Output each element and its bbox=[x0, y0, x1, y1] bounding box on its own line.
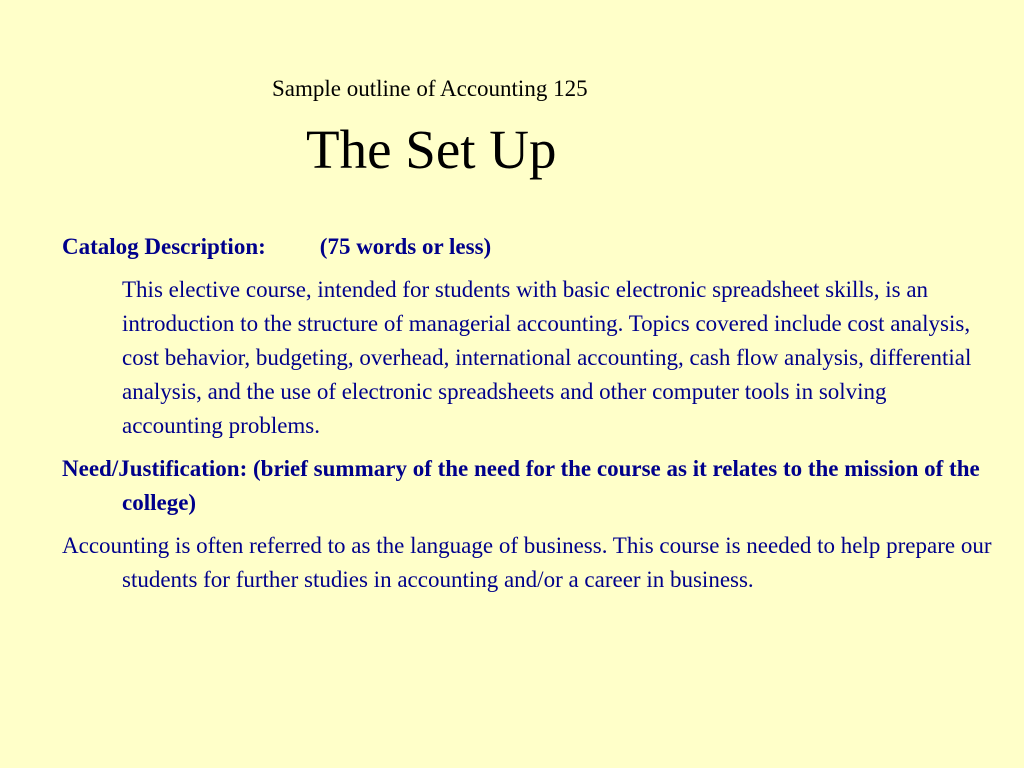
slide-body bbox=[62, 230, 992, 597]
need-justification-text: Accounting is often referred to as the language of business. This course is needed to help prepare our students for further studies in accounting and/or a career in business. bbox=[62, 533, 992, 592]
slide-subtitle: Sample outline of Accounting 125 bbox=[272, 76, 588, 101]
catalog-description-note: (75 words or less) bbox=[319, 234, 492, 259]
catalog-description-heading bbox=[62, 230, 992, 264]
slide-title: The Set Up bbox=[306, 119, 557, 180]
need-justification-heading: Need/Justification: (brief summary of the need for the course as it relates to the mission of the college) bbox=[62, 456, 980, 515]
catalog-description-label: Catalog Description: bbox=[62, 234, 266, 259]
catalog-description-text: This elective course, intended for students with basic electronic spreadsheet skills, is an introduction to the structure of managerial accounting. Topics covered include cost analysis, cost behavior, budgeting, overhead, international accounting, cash flow analysis, differential analysis, and the use of electronic spreadsheets and other computer tools in solving accounting problems. bbox=[122, 277, 972, 438]
